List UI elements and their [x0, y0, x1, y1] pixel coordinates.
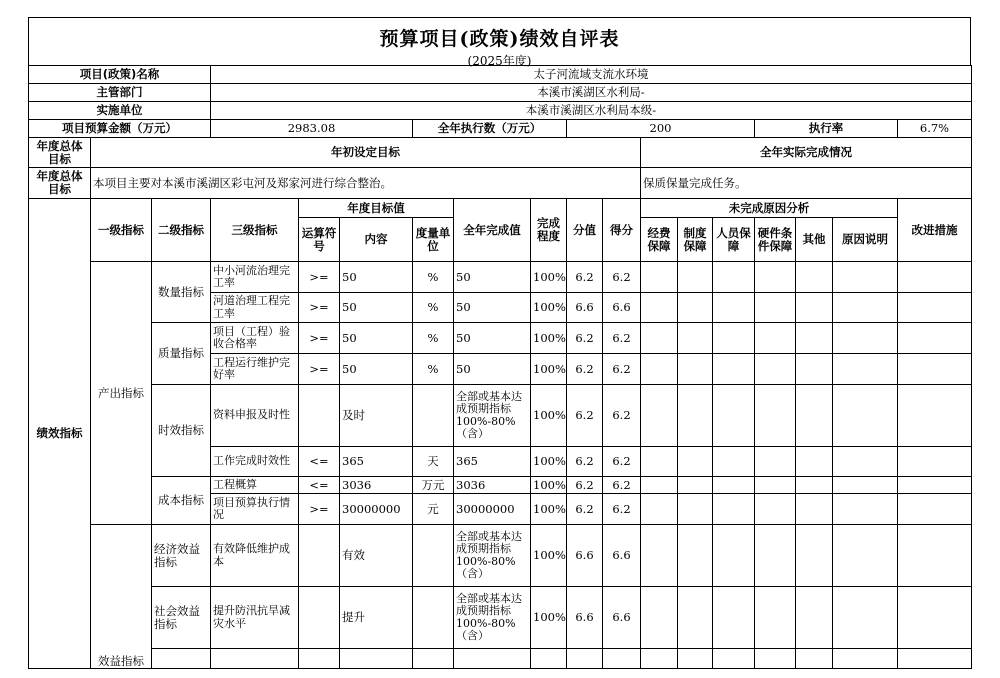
row-content: 30000000 [340, 494, 413, 525]
header-got: 得分 [603, 199, 641, 262]
row-rate: 100% [531, 385, 567, 447]
row-content: 及时 [340, 385, 413, 447]
row-l3: 提升防汛抗旱减灾水平 [211, 587, 299, 649]
row-actual: 50 [454, 293, 531, 323]
row-got: 6.2 [603, 262, 641, 293]
row-l3: 工作完成时效性 [211, 447, 299, 477]
row-actual: 全部或基本达成预期指标100%-80%（含） [454, 587, 531, 649]
row-l3: 项目预算执行情况 [211, 494, 299, 525]
row-actual: 全部或基本达成预期指标100%-80%（含） [454, 385, 531, 447]
header-r3: 人员保障 [713, 218, 755, 262]
row-rate: 100% [531, 293, 567, 323]
initial-goal-header: 年初设定目标 [91, 138, 641, 168]
row-unit: 元 [413, 494, 454, 525]
row-score: 6.2 [567, 494, 603, 525]
row-op: >= [299, 494, 340, 525]
row-op [299, 525, 340, 587]
row-unit [413, 587, 454, 649]
row-op [299, 587, 340, 649]
row-score: 6.2 [567, 262, 603, 293]
row-actual: 50 [454, 262, 531, 293]
row-l3: 有效降低维护成本 [211, 525, 299, 587]
header-level2: 二级指标 [152, 199, 211, 262]
row-score: 6.2 [567, 354, 603, 385]
row-rate: 100% [531, 477, 567, 494]
impl-value: 本溪市溪湖区水利局本级- [211, 102, 972, 120]
row-content: 有效 [340, 525, 413, 587]
row-content: 50 [340, 262, 413, 293]
form-header [28, 17, 971, 66]
row-got: 6.2 [603, 477, 641, 494]
row-op: >= [299, 354, 340, 385]
exec-value: 200 [567, 120, 755, 138]
header-unit: 度量单位 [413, 218, 454, 262]
project-name-value: 太子河流域支流水环境 [211, 66, 972, 84]
row-op: >= [299, 262, 340, 293]
row-score: 6.6 [567, 525, 603, 587]
evaluation-table [28, 65, 972, 669]
group-social: 社会效益指标 [152, 587, 211, 649]
level1-output: 产出指标 [91, 262, 152, 525]
row-l3: 河道治理工程完工率 [211, 293, 299, 323]
row-op [299, 385, 340, 447]
actual-goal-text: 保质保量完成任务。 [641, 168, 972, 199]
row-score: 6.2 [567, 477, 603, 494]
row-score: 6.2 [567, 447, 603, 477]
row-content: 365 [340, 447, 413, 477]
budget-label: 项目预算金额（万元） [29, 120, 211, 138]
goals-label: 年度总体目标 [29, 138, 91, 168]
row-content: 50 [340, 323, 413, 354]
row-actual: 30000000 [454, 494, 531, 525]
header-operator: 运算符号 [299, 218, 340, 262]
form-title: 预算项目(政策)绩效自评表 [379, 28, 620, 50]
row-content: 提升 [340, 587, 413, 649]
group-timeliness: 时效指标 [152, 385, 211, 477]
row-l3: 中小河流治理完工率 [211, 262, 299, 293]
row-rate: 100% [531, 262, 567, 293]
row-actual: 全部或基本达成预期指标100%-80%（含） [454, 525, 531, 587]
self-evaluation-sheet [28, 17, 971, 668]
row-got: 6.2 [603, 385, 641, 447]
row-rate: 100% [531, 494, 567, 525]
initial-goal-text: 本项目主要对本溪市溪湖区彩屯河及郑家河进行综合整治。 [91, 168, 641, 199]
header-level1: 一级指标 [91, 199, 152, 262]
level1-benefit: 效益指标 [91, 525, 152, 669]
row-actual: 50 [454, 323, 531, 354]
header-r5: 其他 [796, 218, 833, 262]
row-l3: 资料申报及时性 [211, 385, 299, 447]
project-name-label: 项目(政策)名称 [29, 66, 211, 84]
row-score: 6.2 [567, 323, 603, 354]
header-level3: 三级指标 [211, 199, 299, 262]
row-unit: % [413, 262, 454, 293]
row-score: 6.6 [567, 587, 603, 649]
group-economic: 经济效益指标 [152, 525, 211, 587]
row-unit: % [413, 293, 454, 323]
row-content: 50 [340, 293, 413, 323]
row-actual: 3036 [454, 477, 531, 494]
header-score: 分值 [567, 199, 603, 262]
rate-label: 执行率 [755, 120, 898, 138]
header-r2: 制度保障 [678, 218, 713, 262]
row-got: 6.2 [603, 323, 641, 354]
row-unit: 天 [413, 447, 454, 477]
row-got: 6.6 [603, 525, 641, 587]
row-op: <= [299, 447, 340, 477]
row-op: >= [299, 323, 340, 354]
row-content: 50 [340, 354, 413, 385]
row-unit [413, 385, 454, 447]
group-quantity: 数量指标 [152, 262, 211, 323]
budget-value: 2983.08 [211, 120, 413, 138]
dept-value: 本溪市溪湖区水利局- [211, 84, 972, 102]
form-subtitle: (2025年度) [467, 54, 532, 68]
header-r4: 硬件条件保障 [755, 218, 796, 262]
row-unit: % [413, 354, 454, 385]
dept-label: 主管部门 [29, 84, 211, 102]
row-got: 6.6 [603, 293, 641, 323]
row-l3: 工程运行维护完好率 [211, 354, 299, 385]
row-got: 6.2 [603, 354, 641, 385]
row-actual: 50 [454, 354, 531, 385]
row-rate: 100% [531, 447, 567, 477]
header-reasons: 未完成原因分析 [641, 199, 898, 218]
row-score: 6.2 [567, 385, 603, 447]
row-op: >= [299, 293, 340, 323]
header-content: 内容 [340, 218, 413, 262]
row-actual: 365 [454, 447, 531, 477]
group-quality: 质量指标 [152, 323, 211, 385]
exec-label: 全年执行数（万元） [413, 120, 567, 138]
header-r6: 原因说明 [833, 218, 898, 262]
row-rate: 100% [531, 525, 567, 587]
impl-label: 实施单位 [29, 102, 211, 120]
row-rate: 100% [531, 587, 567, 649]
row-unit: % [413, 323, 454, 354]
row-l3: 工程概算 [211, 477, 299, 494]
header-actual: 全年完成值 [454, 199, 531, 262]
goals-label-2: 年度总体目标 [29, 168, 91, 199]
header-completion: 完成程度 [531, 199, 567, 262]
row-got: 6.2 [603, 494, 641, 525]
perf-section-label: 绩效指标 [29, 199, 91, 669]
group-cost: 成本指标 [152, 477, 211, 525]
header-r1: 经费保障 [641, 218, 678, 262]
row-got: 6.2 [603, 447, 641, 477]
row-rate: 100% [531, 354, 567, 385]
header-target: 年度目标值 [299, 199, 454, 218]
row-rate: 100% [531, 323, 567, 354]
row-l3: 项目（工程）验收合格率 [211, 323, 299, 354]
row-unit: 万元 [413, 477, 454, 494]
row-got: 6.6 [603, 587, 641, 649]
header-improve: 改进措施 [898, 199, 972, 262]
row-score: 6.6 [567, 293, 603, 323]
row-content: 3036 [340, 477, 413, 494]
rate-value: 6.7% [898, 120, 972, 138]
row-unit [413, 525, 454, 587]
row-op: <= [299, 477, 340, 494]
actual-goal-header: 全年实际完成情况 [641, 138, 972, 168]
